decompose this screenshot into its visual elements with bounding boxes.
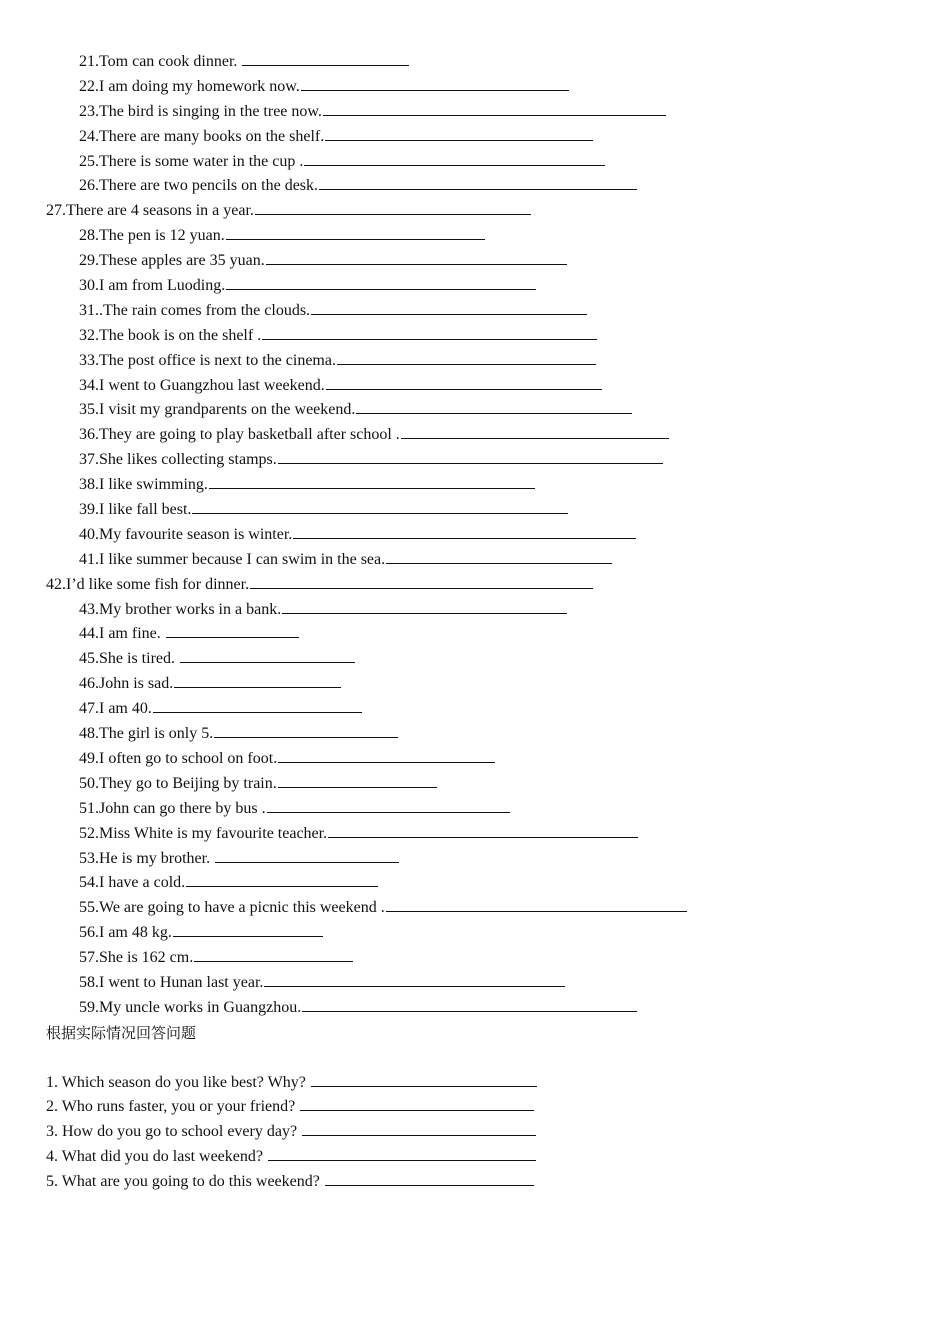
answer-blank[interactable]: [166, 636, 299, 638]
sentence-item: [0, 75, 950, 100]
sentence-item: [0, 747, 950, 772]
sentence-item-text: 55.We are going to have a picnic this weekend .: [79, 899, 385, 917]
sentence-item-text: 51.John can go there by bus .: [79, 799, 266, 817]
sentence-item: [0, 921, 950, 946]
sentence-item: [0, 598, 950, 623]
question-item-text: 5. What are you going to do this weekend?: [46, 1173, 324, 1191]
sentence-item: [0, 423, 950, 448]
answer-blank[interactable]: [293, 537, 636, 539]
sentence-item-text: 30.I am from Luoding.: [79, 277, 226, 295]
sentence-item-text: 37.She likes collecting stamps.: [79, 451, 277, 469]
sentence-item-text: 26.There are two pencils on the desk.: [79, 177, 319, 195]
answer-blank[interactable]: [386, 562, 612, 564]
answer-blank[interactable]: [319, 188, 637, 190]
answer-blank[interactable]: [326, 388, 602, 390]
answer-blank[interactable]: [264, 985, 565, 987]
sentence-item: [0, 971, 950, 996]
answer-blank[interactable]: [153, 711, 362, 713]
sentence-item: [0, 498, 950, 523]
sentence-item: [0, 374, 950, 399]
sentence-item-text: 45.She is tired.: [79, 650, 179, 668]
sentence-item: [0, 473, 950, 498]
sentence-item: [0, 822, 950, 847]
sentence-item-text: 57.She is 162 cm.: [79, 949, 194, 967]
answer-blank[interactable]: [268, 1159, 536, 1161]
question-item: [0, 1095, 950, 1120]
sentence-item: [0, 274, 950, 299]
sentence-item-text: 29.These apples are 35 yuan.: [79, 252, 265, 270]
sentence-item-text: 40.My favourite season is winter.: [79, 525, 293, 543]
answer-blank[interactable]: [186, 885, 378, 887]
sentence-item-text: 28.The pen is 12 yuan.: [79, 227, 225, 245]
sentence-item: [0, 697, 950, 722]
answer-blank[interactable]: [262, 338, 597, 340]
sentence-item: [0, 672, 950, 697]
question-list: [0, 1071, 950, 1195]
sentence-item-text: 47.I am 40.: [79, 700, 152, 718]
section-spacer: [0, 1046, 950, 1071]
sentence-item-text: 49.I often go to school on foot.: [79, 749, 278, 767]
answer-blank[interactable]: [226, 238, 485, 240]
sentence-item-text: 48.The girl is only 5.: [79, 725, 214, 743]
sentence-item: [0, 100, 950, 125]
sentence-item-text: 42.I’d like some fish for dinner.: [46, 575, 250, 593]
answer-blank[interactable]: [337, 363, 596, 365]
answer-blank[interactable]: [174, 686, 341, 688]
section-heading: 根据实际情况回答问题: [46, 1023, 197, 1042]
question-item-text: 4. What did you do last weekend?: [46, 1148, 267, 1166]
sentence-item-text: 38.I like swimming.: [79, 476, 208, 494]
sentence-item-text: 36.They are going to play basketball after school .: [79, 426, 400, 444]
question-item-text: 1. Which season do you like best? Why?: [46, 1073, 310, 1091]
sentence-item-text: 35.I visit my grandparents on the weekend.: [79, 401, 356, 419]
answer-blank[interactable]: [302, 1134, 536, 1136]
sentence-item-text: 44.I am fine.: [79, 625, 165, 643]
sentence-item: [0, 324, 950, 349]
answer-blank[interactable]: [173, 935, 323, 937]
sentence-item-text: 41.I like summer because I can swim in the sea.: [79, 550, 386, 568]
answer-blank[interactable]: [214, 736, 398, 738]
sentence-list: [0, 50, 950, 1021]
sentence-item-text: 24.There are many books on the shelf.: [79, 127, 325, 145]
sentence-item: [0, 199, 950, 224]
answer-blank[interactable]: [278, 786, 437, 788]
answer-blank[interactable]: [242, 64, 409, 66]
answer-blank[interactable]: [278, 761, 495, 763]
question-item: [0, 1145, 950, 1170]
answer-blank[interactable]: [311, 313, 587, 315]
sentence-item: [0, 996, 950, 1021]
sentence-item-text: 31..The rain comes from the clouds.: [79, 301, 311, 319]
sentence-item: [0, 50, 950, 75]
answer-blank[interactable]: [302, 1010, 637, 1012]
answer-blank[interactable]: [386, 910, 687, 912]
answer-blank[interactable]: [325, 139, 593, 141]
answer-blank[interactable]: [209, 487, 535, 489]
sentence-item: [0, 150, 950, 175]
answer-blank[interactable]: [282, 612, 567, 614]
answer-blank[interactable]: [215, 861, 399, 863]
answer-blank[interactable]: [301, 89, 569, 91]
sentence-item: [0, 299, 950, 324]
sentence-item: [0, 125, 950, 150]
sentence-item: [0, 523, 950, 548]
sentence-item-text: 46.John is sad.: [79, 675, 174, 693]
sentence-item: [0, 573, 950, 598]
sentence-item-text: 43.My brother works in a bank.: [79, 600, 282, 618]
question-item-text: 3. How do you go to school every day?: [46, 1123, 302, 1141]
question-item: [0, 1071, 950, 1096]
sentence-item: [0, 896, 950, 921]
sentence-item: [0, 349, 950, 374]
answer-blank[interactable]: [180, 661, 355, 663]
answer-blank[interactable]: [300, 1109, 534, 1111]
sentence-item-text: 27.There are 4 seasons in a year.: [46, 202, 254, 220]
sentence-item-text: 23.The bird is singing in the tree now.: [79, 102, 322, 120]
answer-blank[interactable]: [266, 263, 567, 265]
sentence-item: [0, 946, 950, 971]
question-item: [0, 1170, 950, 1195]
sentence-item: [0, 847, 950, 872]
answer-blank[interactable]: [323, 114, 666, 116]
answer-blank[interactable]: [328, 836, 638, 838]
answer-blank[interactable]: [250, 587, 593, 589]
answer-blank[interactable]: [267, 811, 510, 813]
answer-blank[interactable]: [192, 512, 568, 514]
answer-blank[interactable]: [194, 960, 353, 962]
answer-blank[interactable]: [356, 412, 632, 414]
answer-blank[interactable]: [226, 288, 536, 290]
sentence-item-text: 22.I am doing my homework now.: [79, 77, 300, 95]
sentence-item-text: 50.They go to Beijing by train.: [79, 774, 277, 792]
sentence-item: [0, 448, 950, 473]
answer-blank[interactable]: [304, 164, 605, 166]
sentence-item: [0, 249, 950, 274]
question-item-text: 2. Who runs faster, you or your friend?: [46, 1098, 300, 1116]
sentence-item: [0, 174, 950, 199]
answer-blank[interactable]: [401, 437, 669, 439]
answer-blank[interactable]: [311, 1085, 537, 1087]
question-item: [0, 1120, 950, 1145]
answer-blank[interactable]: [278, 462, 663, 464]
worksheet-page: [0, 50, 950, 1195]
sentence-item-text: 25.There is some water in the cup .: [79, 152, 304, 170]
sentence-item: [0, 797, 950, 822]
sentence-item-text: 59.My uncle works in Guangzhou.: [79, 998, 302, 1016]
sentence-item-text: 21.Tom can cook dinner.: [79, 53, 242, 70]
answer-blank[interactable]: [325, 1184, 534, 1186]
sentence-item-text: 52.Miss White is my favourite teacher.: [79, 824, 328, 842]
sentence-item: [0, 398, 950, 423]
sentence-item-text: 39.I like fall best.: [79, 501, 192, 519]
sentence-item-text: 32.The book is on the shelf .: [79, 326, 262, 344]
sentence-item: [0, 622, 950, 647]
sentence-item: [0, 871, 950, 896]
sentence-item-text: 56.I am 48 kg.: [79, 924, 172, 942]
sentence-item-text: 34.I went to Guangzhou last weekend.: [79, 376, 325, 394]
sentence-item: [0, 722, 950, 747]
sentence-item-text: 53.He is my brother.: [79, 849, 215, 867]
sentence-item-text: 58.I went to Hunan last year.: [79, 973, 264, 991]
answer-blank[interactable]: [255, 213, 531, 215]
sentence-item-text: 33.The post office is next to the cinema.: [79, 351, 336, 369]
sentence-item: [0, 224, 950, 249]
sentence-item: [0, 772, 950, 797]
sentence-item: [0, 647, 950, 672]
sentence-item: [0, 548, 950, 573]
sentence-item-text: 54.I have a cold.: [79, 874, 186, 892]
